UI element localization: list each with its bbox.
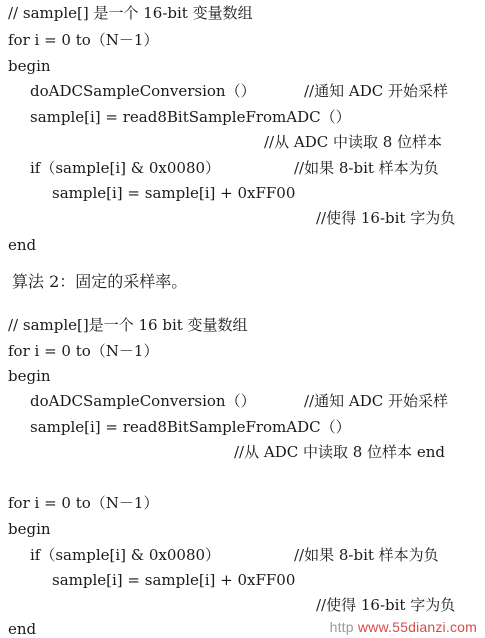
code-comment: //通知 ADC 开始采样 [304,392,448,410]
watermark-prefix: http [329,619,354,635]
code-comment: //从 ADC 中读取 8 位样本 [264,133,443,151]
code-comment: //通知 ADC 开始采样 [304,82,448,100]
code-line: begin [8,520,51,538]
code-line: for i = 0 to（N－1） [8,342,159,360]
code-line: sample[i] = read8BitSampleFromADC（） [30,108,351,126]
code-line: for i = 0 to（N－1） [8,494,159,512]
code-comment: //如果 8-bit 样本为负 [294,546,439,564]
code-line: if（sample[i] & 0x0080） [30,546,221,564]
site-watermark [330,619,477,635]
code-line: sample[i] = sample[i] + 0xFF00 [52,184,296,202]
algorithm-heading: 算法 2：固定的采样率。 [12,272,188,291]
code-line: begin [8,367,51,385]
code-line: // sample[] 是一个 16-bit 变量数组 [8,4,253,22]
code-line: for i = 0 to（N－1） [8,31,159,49]
code-comment: //使得 16-bit 字为负 [316,209,456,227]
code-line: end [8,620,37,638]
code-comment: //如果 8-bit 样本为负 [294,159,439,177]
code-line: sample[i] = sample[i] + 0xFF00 [52,571,296,589]
watermark-domain: www.55dianzi.com [357,619,477,635]
code-comment: //从 ADC 中读取 8 位样本 end [234,443,445,461]
code-line: sample[i] = read8BitSampleFromADC（） [30,418,351,436]
code-line: if（sample[i] & 0x0080） [30,159,221,177]
code-line: begin [8,57,51,75]
code-line: doADCSampleConversion（） [30,392,256,410]
code-line: // sample[]是一个 16 bit 变量数组 [8,316,248,334]
code-comment: //使得 16-bit 字为负 [316,596,456,614]
code-line: doADCSampleConversion（） [30,82,256,100]
code-line: end [8,236,37,254]
